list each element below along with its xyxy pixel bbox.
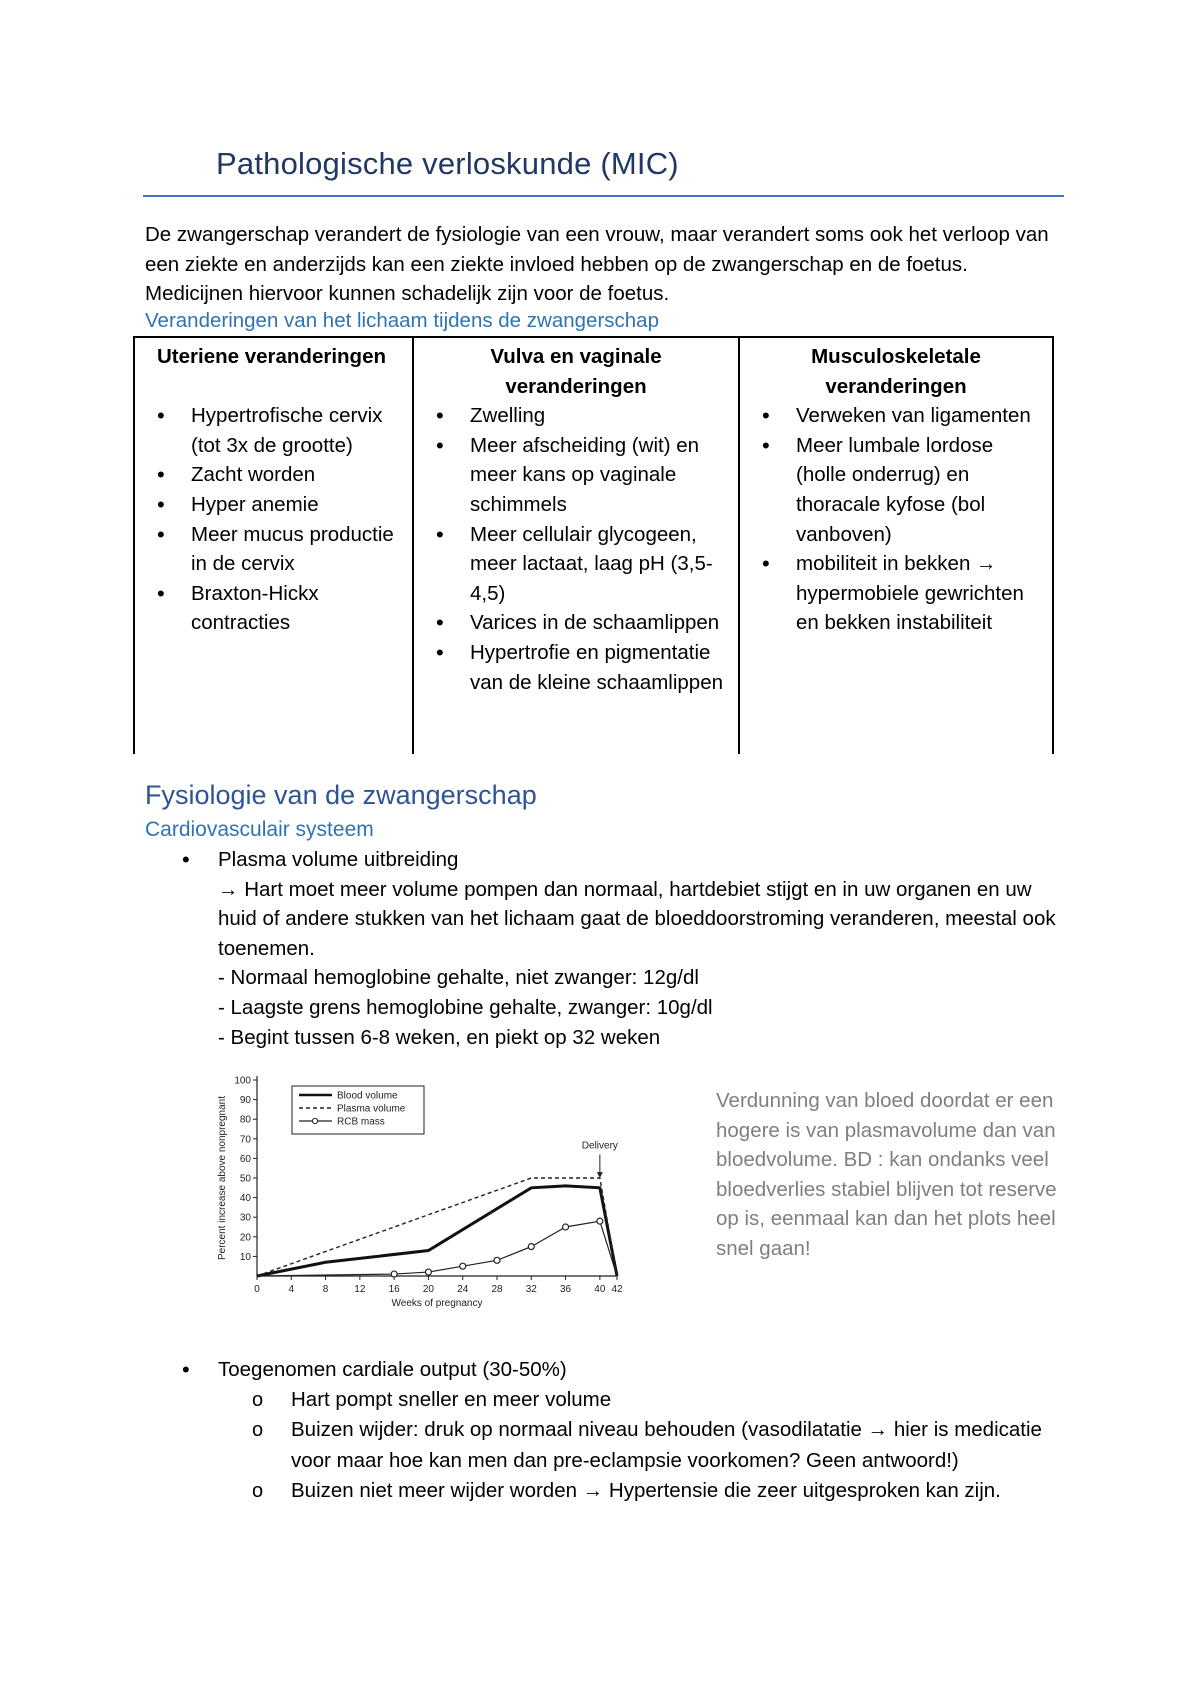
list-item: • Hypertrofische cervix (tot 3x de grootte) [143,401,404,460]
data-point [563,1224,569,1230]
x-tick-label: 8 [322,1284,329,1295]
x-tick-label: 4 [288,1284,295,1295]
y-axis-label: Percent increase above nonpregnant [217,1095,228,1261]
volume-chart-svg [212,1066,626,1322]
vulva-changes-header: Vulva en vaginale veranderingen [490,345,662,398]
x-tick-label: 16 [388,1284,400,1295]
physiology-heading: Fysiologie van de zwangerschap [145,780,537,810]
document-title: Pathologische verloskunde (MIC) [216,146,679,181]
cardiac-output-label: Toegenomen cardiale output (30-50%) [218,1358,567,1381]
uterine-changes-cell [134,337,413,754]
plasma-volume-label: Plasma volume uitbreiding [218,848,459,871]
bullet-icon: • [182,1357,190,1382]
y-tick-label: 20 [239,1232,251,1244]
y-tick-label: 50 [239,1173,251,1185]
list-item: o Buizen niet meer wijder worden → Hypertensie die zeer uitgesproken kan zijn. [176,1476,1066,1506]
x-tick-label: 12 [354,1284,366,1295]
cardiovascular-subheading: Cardiovasculair systeem [145,818,374,841]
hemoglobin-lowest-line: - Laagste grens hemoglobine gehalte, zwanger: 10g/dl [218,995,713,1019]
data-point [425,1269,431,1275]
intro-paragraph: De zwangerschap verandert de fysiologie van een vrouw, maar verandert soms ook het verloop van een ziekte en anderzijds kan een ziekte invloed hebben op de zwangerschap en de foetus. Medicijnen hiervoor kunnen schadelijk zijn voor de foetus. [145,223,1049,306]
y-tick-label: 40 [239,1193,251,1205]
vulva-changes-list [422,401,730,697]
plasma-volume-text: Hart moet meer volume pompen dan normaal, hartdebiet stijgt en in uw organen en uw huid of andere stukken van het lichaam gaat de bloeddoorstroming veranderen, meestal ook toenemen. [218,877,1056,960]
x-tick-label: 24 [457,1284,469,1295]
x-tick-label: 36 [560,1284,572,1295]
x-axis-label: Weeks of pregnancy [391,1298,483,1309]
list-item: • Meer afscheiding (wit) en meer kans op vaginale schimmels [422,431,730,520]
title-underline [143,195,1064,197]
cardiac-output-sublist [176,1385,1066,1506]
delivery-arrow-head [597,1172,603,1178]
musculoskeletal-changes-list [748,401,1044,638]
x-tick-label: 42 [611,1284,623,1295]
data-point [460,1263,466,1269]
x-tick-label: 32 [525,1284,537,1295]
list-item: • Verweken van ligamenten [748,401,1044,431]
arrow-right-icon: → [218,877,239,901]
uterine-changes-list [143,401,404,638]
legend-label-3: RCB mass [337,1116,385,1128]
legend-marker [312,1118,317,1123]
list-item: • Meer cellulair glycogeen, meer lactaat, laag pH (3,5-4,5) [422,520,730,609]
changes-heading: Veranderingen van het lichaam tijdens de zwangerschap [145,309,659,332]
delivery-label: Delivery [581,1140,618,1152]
musculoskeletal-changes-header: Musculoskeletale veranderingen [811,345,981,398]
hemoglobin-normal-line: - Normaal hemoglobine gehalte, niet zwanger: 12g/dl [218,966,699,990]
list-item: • Hyper anemie [143,490,404,520]
x-tick-label: 40 [594,1284,606,1295]
list-item: • Varices in de schaamlippen [422,608,730,638]
x-tick-label: 28 [491,1284,503,1295]
y-tick-label: 90 [239,1095,251,1107]
list-item: • Meer lumbale lordose (holle onderrug) en thoracale kyfose (bol vanboven) [748,431,1044,549]
list-item: • Zwelling [422,401,730,431]
plasma-volume-explanation [218,875,1066,964]
data-point [494,1257,500,1263]
list-item: • mobiliteit in bekken → hypermobiele gewrichten en bekken instabiliteit [748,549,1044,638]
y-tick-label: 70 [239,1134,251,1146]
y-tick-label: 10 [239,1251,251,1263]
legend-label-2: Plasma volume [337,1103,406,1115]
cardiac-output-bullet [176,1355,1066,1506]
list-item: • Braxton-Hickx contracties [143,579,404,638]
y-tick-label: 60 [239,1153,251,1165]
list-item: • Hypertrofie en pigmentatie van de kleine schaamlippen [422,638,730,697]
uterine-changes-header: Uteriene veranderingen [157,345,386,368]
data-point [528,1244,534,1250]
volume-chart [212,1066,626,1322]
vulva-changes-cell [413,337,739,754]
plasma-volume-bullet [176,845,1066,1052]
y-tick-label: 80 [239,1114,251,1126]
list-item: • Meer mucus productie in de cervix [143,520,404,579]
x-tick-label: 20 [422,1284,434,1295]
list-item: • Zacht worden [143,460,404,490]
series-line-1 [257,1186,617,1276]
musculoskeletal-changes-cell [739,337,1053,754]
legend-label-1: Blood volume [337,1090,398,1102]
bullet-icon: • [182,847,190,872]
data-point [391,1271,397,1277]
data-point [597,1218,603,1224]
onset-peak-line: - Begint tussen 6-8 weken, en piekt op 32 weken [218,1025,661,1049]
x-tick-label: 0 [254,1284,260,1295]
y-tick-label: 30 [239,1212,251,1224]
list-item: o Hart pompt sneller en meer volume [176,1385,1066,1415]
list-item: o Buizen wijder: druk op normaal niveau behouden (vasodilatatie → hier is medicatie voor maar hoe kan men dan pre-eclampsie voorkomen? Geen antwoord!) [176,1415,1066,1475]
y-tick-label: 100 [234,1075,251,1087]
side-note: Verdunning van bloed doordat er een hogere is van plasmavolume dan van bloedvolume. BD : kan ondanks veel bloedverlies stabiel blijven tot reserve op is, eenmaal kan dan het plots heel snel gaan! [716,1089,1057,1260]
body-changes-table [133,336,1054,754]
